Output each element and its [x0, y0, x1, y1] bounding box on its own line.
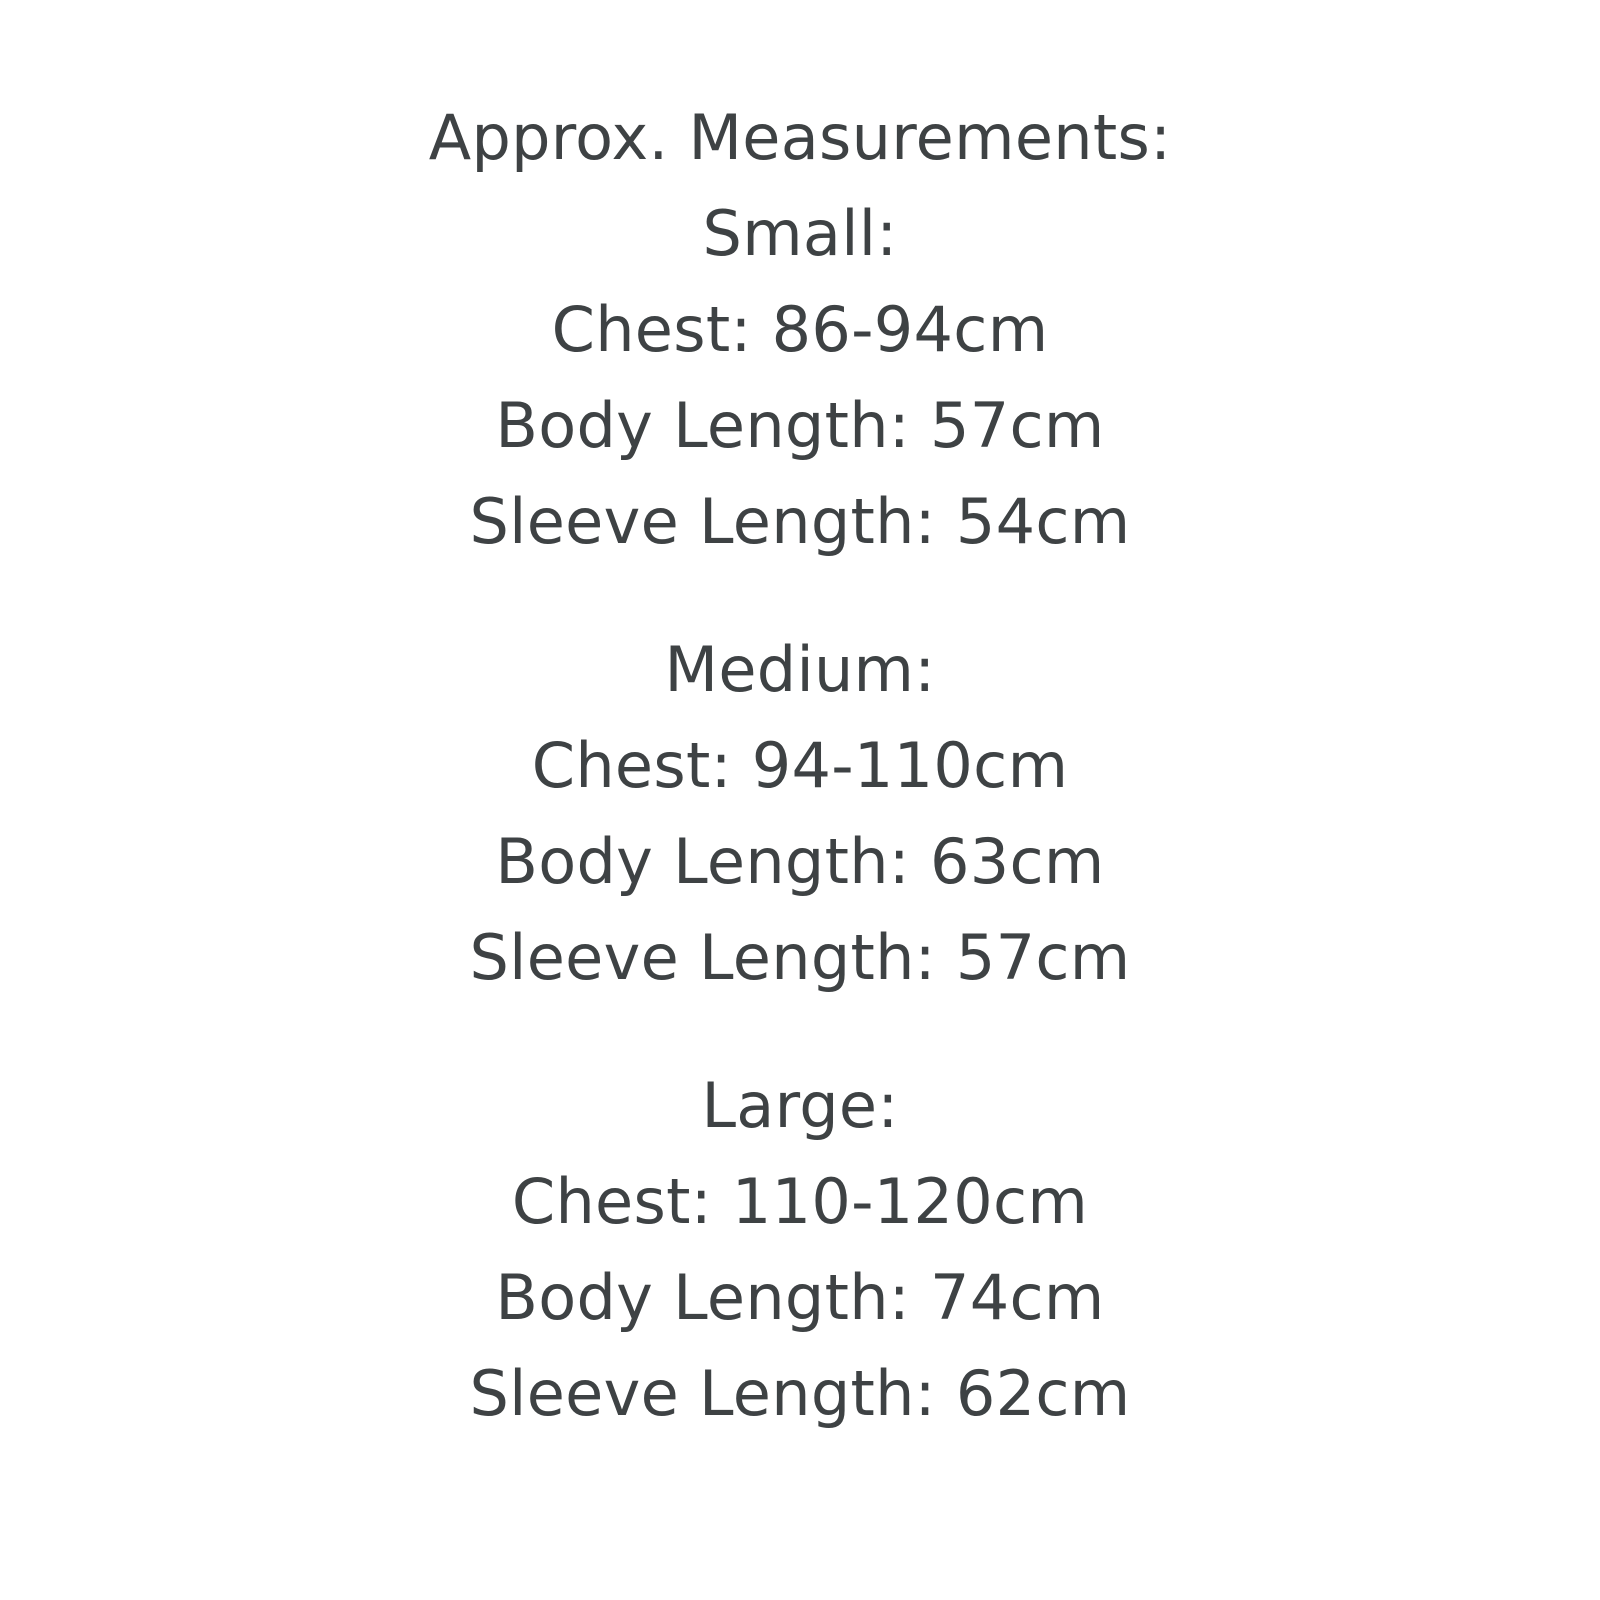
size-name-small: Small: — [702, 197, 898, 270]
size-medium-sleeve-length: Sleeve Length: 57cm — [469, 921, 1131, 994]
size-block-large — [120, 1058, 1480, 1442]
size-name-large: Large: — [701, 1069, 899, 1142]
size-small-chest: Chest: 86-94cm — [551, 293, 1049, 366]
size-small-body-length: Body Length: 57cm — [495, 389, 1105, 462]
size-name-medium: Medium: — [664, 633, 936, 706]
size-block-medium — [120, 622, 1480, 1006]
size-medium-body-length: Body Length: 63cm — [495, 825, 1105, 898]
size-block-small — [120, 186, 1480, 570]
document-heading: Approx. Measurements: — [428, 101, 1172, 174]
size-large-sleeve-length: Sleeve Length: 62cm — [469, 1357, 1131, 1430]
size-large-body-length: Body Length: 74cm — [495, 1261, 1105, 1334]
size-medium-chest: Chest: 94-110cm — [531, 729, 1069, 802]
size-large-chest: Chest: 110-120cm — [511, 1165, 1089, 1238]
size-small-sleeve-length: Sleeve Length: 54cm — [469, 485, 1131, 558]
